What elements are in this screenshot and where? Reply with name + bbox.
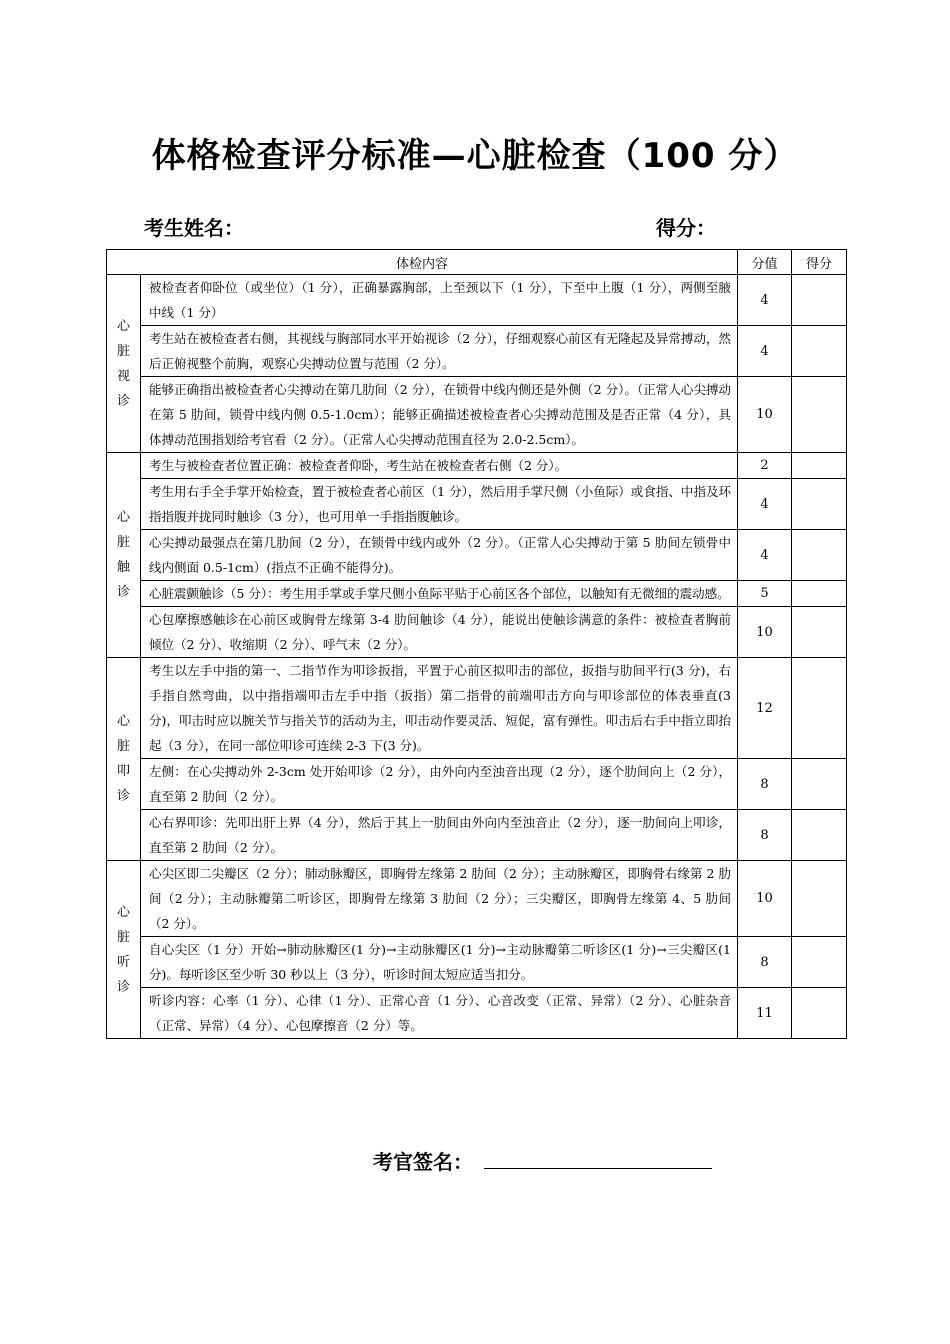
score-cell[interactable] bbox=[792, 937, 847, 988]
item-points: 10 bbox=[738, 377, 792, 453]
score-cell[interactable] bbox=[792, 861, 847, 937]
header-score: 得分 bbox=[792, 250, 847, 275]
section-label-auscultation: 心 脏 听 诊 bbox=[107, 861, 141, 1039]
score-cell[interactable] bbox=[792, 453, 847, 479]
item-points: 5 bbox=[738, 581, 792, 607]
table-row bbox=[107, 479, 847, 530]
score-cell[interactable] bbox=[792, 759, 847, 810]
score-cell[interactable] bbox=[792, 479, 847, 530]
score-cell[interactable] bbox=[792, 607, 847, 658]
table-row bbox=[107, 861, 847, 937]
page-title: 体格检查评分标准—心脏检查（100 分） bbox=[151, 136, 799, 176]
item-text: 考生与被检查者位置正确：被检查者仰卧，考生站在被检查者右侧（2 分）。 bbox=[141, 453, 738, 479]
table-row bbox=[107, 530, 847, 581]
item-text: 考生用右手全手掌开始检查，置于被检查者心前区（1 分），然后用手掌尺侧（小鱼际）或食指、中指及环指指腹并拢同时触诊（3 分），也可用单一手指指腹触诊。 bbox=[141, 479, 738, 530]
item-points: 4 bbox=[738, 275, 792, 326]
score-cell[interactable] bbox=[792, 275, 847, 326]
score-cell[interactable] bbox=[792, 658, 847, 759]
score-label: 得分： bbox=[656, 216, 716, 240]
table-row bbox=[107, 759, 847, 810]
item-points: 10 bbox=[738, 861, 792, 937]
candidate-info-row bbox=[144, 212, 764, 242]
candidate-name-label: 考生姓名： bbox=[144, 216, 244, 240]
table-row bbox=[107, 453, 847, 479]
section-label-percussion: 心 脏 叩 诊 bbox=[107, 658, 141, 861]
item-points: 10 bbox=[738, 607, 792, 658]
header-content: 体检内容 bbox=[107, 250, 738, 275]
item-text: 考生站在被检查者右侧，其视线与胸部同水平开始视诊（2 分），仔细观察心前区有无隆起及异常搏动，然后正俯视整个前胸，观察心尖搏动位置与范围（2 分）。 bbox=[141, 326, 738, 377]
item-points: 12 bbox=[738, 658, 792, 759]
table-row bbox=[107, 377, 847, 453]
score-cell[interactable] bbox=[792, 581, 847, 607]
score-cell[interactable] bbox=[792, 810, 847, 861]
table-row bbox=[107, 937, 847, 988]
item-text: 听诊内容：心率（1 分）、心律（1 分）、正常心音（1 分）、心音改变（正常、异常）（2 分）、心脏杂音（正常、异常）（4 分）、心包摩擦音（2 分）等。 bbox=[141, 988, 738, 1039]
item-points: 4 bbox=[738, 479, 792, 530]
item-text: 心脏震颤触诊（5 分）：考生用手掌或手掌尺侧小鱼际平贴于心前区各个部位，以触知有无微细的震动感。 bbox=[141, 581, 738, 607]
item-text: 被检查者仰卧位（或坐位）（1 分），正确暴露胸部，上至颈以下（1 分），下至中上腹（1 分），两侧至腋中线（1 分） bbox=[141, 275, 738, 326]
scoring-table bbox=[106, 249, 847, 1039]
item-text: 心包摩擦感触诊在心前区或胸骨左缘第 3-4 肋间触诊（4 分），能说出使触诊满意的条件：被检查者胸前倾位（2 分）、收缩期（2 分）、呼气末（2 分）。 bbox=[141, 607, 738, 658]
table-row bbox=[107, 275, 847, 326]
score-cell[interactable] bbox=[792, 326, 847, 377]
item-points: 11 bbox=[738, 988, 792, 1039]
header-points: 分值 bbox=[738, 250, 792, 275]
item-points: 4 bbox=[738, 530, 792, 581]
item-text: 自心尖区（1 分）开始→肺动脉瓣区(1 分)→主动脉瓣区(1 分)→主动脉瓣第二听诊区(1 分)→三尖瓣区(1 分)。每听诊区至少听 30 秒以上（3 分），听诊时间太短应适当扣分。 bbox=[141, 937, 738, 988]
item-points: 8 bbox=[738, 759, 792, 810]
table-row bbox=[107, 326, 847, 377]
table-row bbox=[107, 581, 847, 607]
score-cell[interactable] bbox=[792, 530, 847, 581]
table-row bbox=[107, 607, 847, 658]
item-points: 4 bbox=[738, 326, 792, 377]
table-row bbox=[107, 988, 847, 1039]
score-cell[interactable] bbox=[792, 377, 847, 453]
item-text: 左侧：在心尖搏动外 2-3cm 处开始叩诊（2 分），由外向内至浊音出现（2 分），逐个肋间向上（2 分），直至第 2 肋间（2 分）。 bbox=[141, 759, 738, 810]
item-text: 心尖搏动最强点在第几肋间（2 分），在锁骨中线内或外（2 分）。（正常人心尖搏动于第 5 肋间左锁骨中线内侧面 0.5-1cm）(指点不正确不能得分)。 bbox=[141, 530, 738, 581]
section-label-palpation: 心 脏 触 诊 bbox=[107, 453, 141, 658]
table-header-row bbox=[107, 250, 847, 275]
examiner-signature-label: 考官签名： bbox=[373, 1150, 473, 1174]
table-row bbox=[107, 658, 847, 759]
item-text: 能够正确指出被检查者心尖搏动在第几肋间（2 分），在锁骨中线内侧还是外侧（2 分）。（正常人心尖搏动在第 5 肋间，锁骨中线内侧 0.5-1.0cm）；能够正确描述被检查者心尖搏动范围及是否正常（4 分），具体搏动范围指划给考官看（2 分）。（正常人心尖搏动范围直径为 2.0-2.5cm）。 bbox=[141, 377, 738, 453]
section-label-inspection: 心 脏 视 诊 bbox=[107, 275, 141, 453]
item-text: 心右界叩诊：先叩出肝上界（4 分），然后于其上一肋间由外向内至浊音止（2 分），逐一肋间向上叩诊，直至第 2 肋间（2 分）。 bbox=[141, 810, 738, 861]
item-points: 8 bbox=[738, 937, 792, 988]
score-cell[interactable] bbox=[792, 988, 847, 1039]
item-text: 考生以左手中指的第一、二指节作为叩诊扳指，平置于心前区拟叩击的部位，扳指与肋间平行(3 分)，右手指自然弯曲，以中指指端叩击左手中指（扳指）第二指骨的前端叩击方向与叩诊部位的体表垂直(3 分)，叩击时应以腕关节与指关节的活动为主，叩击动作要灵活、短促，富有弹性。叩击后右手中指立即抬起（3 分），在同一部位叩诊可连续 2-3 下(3 分)。 bbox=[141, 658, 738, 759]
signature-line[interactable] bbox=[484, 1168, 712, 1169]
item-points: 8 bbox=[738, 810, 792, 861]
table-row bbox=[107, 810, 847, 861]
item-text: 心尖区即二尖瓣区（2 分）；肺动脉瓣区，即胸骨左缘第 2 肋间（2 分）；主动脉瓣区，即胸骨右缘第 2 肋间（2 分）；主动脉瓣第二听诊区，即胸骨左缘第 3 肋间（2 分）；三尖瓣区，即胸骨左缘第 4、5 肋间（2 分）。 bbox=[141, 861, 738, 937]
item-points: 2 bbox=[738, 453, 792, 479]
